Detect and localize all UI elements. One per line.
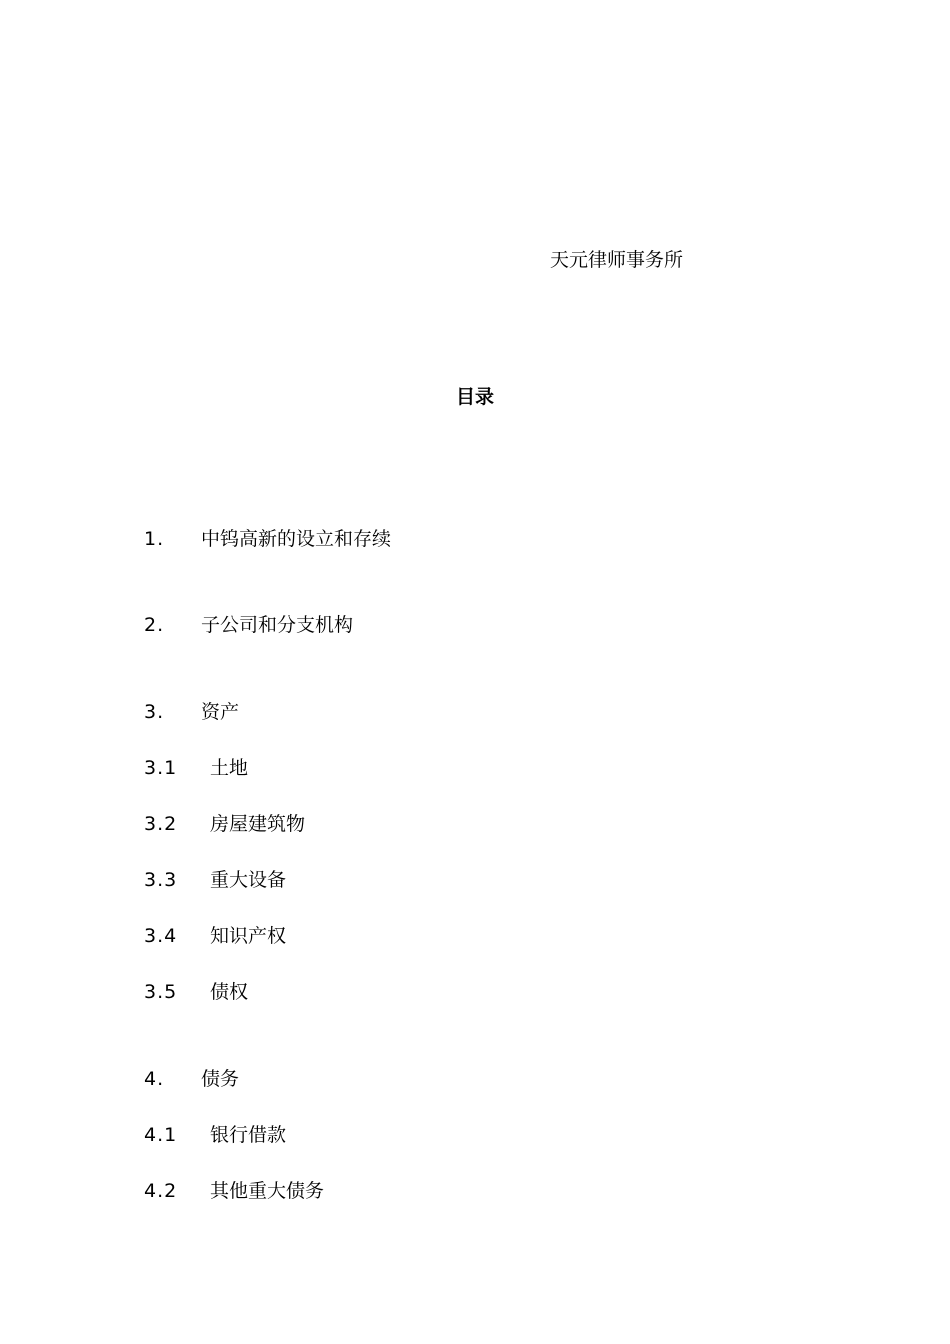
toc-entry-label: 子公司和分支机构 [201, 614, 354, 636]
toc-entry-label: 银行借款 [210, 1124, 287, 1146]
law-firm-name: 天元律师事务所 [550, 249, 684, 271]
toc-entry-label: 中钨高新的设立和存续 [201, 528, 392, 550]
toc-entry-number: 3.2 [144, 813, 178, 835]
toc-entry-label: 知识产权 [210, 925, 287, 947]
toc-entry-number: 3.4 [144, 925, 178, 947]
toc-entry-number: 2. [144, 614, 165, 636]
toc-entry-label: 土地 [210, 757, 249, 779]
toc-entry-label: 债务 [201, 1068, 240, 1090]
toc-entry-number: 3.1 [144, 757, 178, 779]
toc-entry-label: 其他重大债务 [210, 1180, 325, 1202]
toc-entry-number: 3.3 [144, 869, 178, 891]
toc-entry-number: 4.2 [144, 1180, 178, 1202]
toc-entry-label: 资产 [201, 701, 240, 723]
toc-title: 目录 [455, 386, 494, 408]
toc-entry-number: 3. [144, 701, 165, 723]
toc-entry-number: 4. [144, 1068, 165, 1090]
toc-entry-label: 债权 [210, 981, 249, 1003]
toc-entry-number: 1. [144, 528, 165, 550]
toc-entry-label: 房屋建筑物 [210, 813, 306, 835]
toc-entry-label: 重大设备 [210, 869, 287, 891]
toc-entry-number: 3.5 [144, 981, 178, 1003]
toc-entry-number: 4.1 [144, 1124, 178, 1146]
